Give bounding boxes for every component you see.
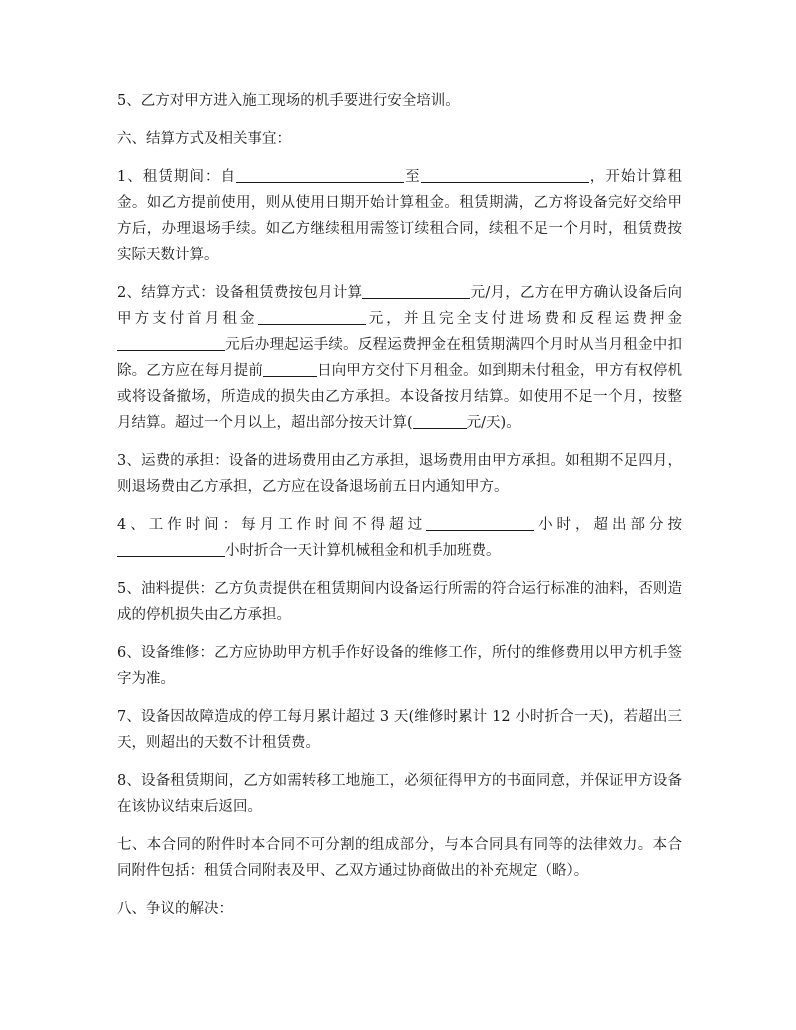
section-8-heading bbox=[117, 896, 682, 922]
end-date-blank[interactable] bbox=[421, 167, 589, 183]
clause-text: 日向甲方交付下月租金。如到期未付租金，甲方有权停机或将设备撤场，所造成的损失由乙方承担。本设备按月结算。如使用不足一个月，按整月结算。超过一个月以上，超出部分按天计算( bbox=[117, 363, 682, 431]
clause-text: 2、结算方式：设备租赁费按包月计算 bbox=[117, 285, 363, 301]
section-heading-text: 八、争议的解决： bbox=[117, 901, 233, 917]
clause-5-fuel bbox=[117, 576, 682, 628]
clause-text: 5、油料提供：乙方负责提供在租赁期间内设备运行所需的符合运行标准的油料，否则造成的停机损失由乙方承担。 bbox=[117, 581, 682, 623]
clause-7-downtime bbox=[117, 704, 682, 756]
clause-8-site-transfer bbox=[117, 768, 682, 820]
start-date-blank[interactable] bbox=[236, 167, 404, 183]
clause-6-maintenance bbox=[117, 640, 682, 692]
clause-text: 至 bbox=[404, 169, 421, 185]
clause-text: 4、工作时间：每月工作时间不得超过 bbox=[117, 517, 427, 533]
clause-text: 元/月，乙方在甲方确认设备后向甲方支付首月租金 bbox=[117, 285, 682, 327]
clause-2-settlement bbox=[117, 280, 682, 436]
clause-text: 7、设备因故障造成的停工每月累计超过 3 天(维修时累计 12 小时折合一天)，若超出三天，则超出的天数不计租赁费。 bbox=[117, 709, 682, 751]
document-page bbox=[117, 88, 682, 934]
clause-1-lease-period bbox=[117, 164, 682, 268]
clause-text: 元/天)。 bbox=[466, 415, 521, 431]
section-heading-text: 六、结算方式及相关事宜： bbox=[117, 131, 291, 147]
section-7-attachments bbox=[117, 832, 682, 884]
section-6-heading bbox=[117, 126, 682, 152]
clause-text: ，开始计算租金。如乙方提前使用，则从使用日期开始计算租金。租赁期满，乙方将设备完好交给甲方后，办理退场手续。如乙方继续租用需签订续租合同，续租不足一个月时，租赁费按实际天数计算。 bbox=[117, 169, 683, 263]
clause-4-working-hours bbox=[117, 512, 682, 564]
clause-text: 元，并且完全支付进场费和反程运费押金 bbox=[365, 311, 683, 327]
deposit-blank[interactable] bbox=[117, 335, 225, 351]
clause-5-safety-training bbox=[117, 88, 682, 114]
section-text: 七、本合同的附件时本合同不可分割的组成部分，与本合同具有同等的法律效力。本合同附件包括：租赁合同附表及甲、乙双方通过协商做出的补充规定（略）。 bbox=[117, 837, 682, 879]
clause-text: 6、设备维修：乙方应协助甲方机手作好设备的维修工作，所付的维修费用以甲方机手签字为准。 bbox=[117, 645, 682, 687]
hours-per-day-blank[interactable] bbox=[117, 541, 225, 557]
clause-text: 5、乙方对甲方进入施工现场的机手要进行安全培训。 bbox=[117, 93, 460, 109]
daily-rate-blank[interactable] bbox=[413, 413, 467, 429]
clause-text: 元后办理起运手续。反程运费押金在租赁期满四个月时从当月租金中扣除。乙方应在每月提前 bbox=[117, 337, 682, 379]
first-month-rent-blank[interactable] bbox=[258, 309, 366, 325]
clause-text: 8、设备租赁期间，乙方如需转移工地施工，必须征得甲方的书面同意，并保证甲方设备在该协议结束后返回。 bbox=[117, 773, 682, 815]
clause-text: 1、租赁期间：自 bbox=[117, 169, 237, 185]
clause-text: 3、运费的承担：设备的进场费用由乙方承担，退场费用由甲方承担。如租期不足四月，则退场费由乙方承担，乙方应在设备退场前五日内通知甲方。 bbox=[117, 453, 682, 495]
clause-3-freight bbox=[117, 448, 682, 500]
clause-text: 小时，超出部分按 bbox=[534, 517, 683, 533]
clause-text: 小时折合一天计算机械租金和机手加班费。 bbox=[225, 543, 501, 559]
monthly-hours-blank[interactable] bbox=[426, 515, 534, 531]
monthly-fee-blank[interactable] bbox=[362, 283, 470, 299]
payment-days-blank[interactable] bbox=[263, 361, 317, 377]
